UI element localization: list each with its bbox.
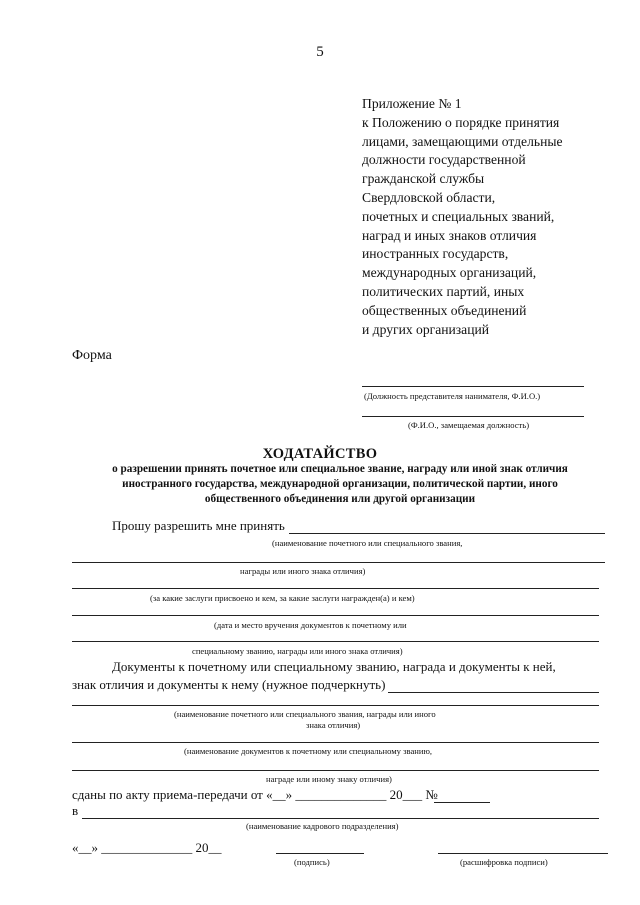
addressee-caption: (Должность представителя нанимателя, Ф.И.О.) <box>364 391 541 401</box>
caption-documents-name-2: знака отличия) <box>306 720 361 730</box>
form-label: Форма <box>72 348 112 363</box>
document-subtitle: о разрешении принять почетное или специальное звание, награду или иной знак отличия <box>112 463 568 475</box>
caption-award: награды или иного знака отличия) <box>240 566 366 576</box>
date-place-field-2[interactable] <box>72 641 599 642</box>
appendix-line: международных организаций, <box>362 265 537 281</box>
documents-list-field[interactable] <box>72 742 599 743</box>
caption-signature: (подпись) <box>294 857 330 867</box>
appendix-line: иностранных государств, <box>362 246 509 262</box>
appendix-line: гражданской службы <box>362 171 485 187</box>
signature-decode-field[interactable] <box>438 853 608 854</box>
appendix-line: наград и иных знаков отличия <box>362 227 537 243</box>
in-text: в <box>72 803 79 818</box>
caption-merit: (за какие заслуги присвоено и кем, за какие заслуги награжден(а) и кем) <box>150 593 415 603</box>
appendix-line: должности государственной <box>362 152 526 168</box>
documents-list-field-2[interactable] <box>72 770 599 771</box>
appendix-line: политических партий, иных <box>362 283 525 299</box>
appendix-line: и других организаций <box>362 321 490 337</box>
addressee-line-2[interactable] <box>362 416 584 417</box>
document-title: ХОДАТАЙСТВО <box>262 446 378 462</box>
appendix-line: Приложение № 1 <box>362 96 462 111</box>
page-number: 5 <box>316 44 324 60</box>
date-place-field[interactable] <box>72 615 599 616</box>
caption-date-place: (дата и место вручения документов к почетному или <box>214 620 407 630</box>
award-name-field-2[interactable] <box>72 562 605 563</box>
caption-date-place-2: специальному званию, награды или иного знака отличия) <box>192 646 403 656</box>
appendix-line: Свердловской области, <box>362 189 496 205</box>
documents-field[interactable] <box>388 692 599 693</box>
date-text: «__» ______________ 20__ <box>72 840 222 855</box>
caption-documents-list: (наименование документов к почетному или специальному званию, <box>184 746 433 756</box>
document-subtitle: общественного объединения или другой организации <box>204 493 476 505</box>
department-field[interactable] <box>82 818 599 819</box>
appendix-line: к Положению о порядке принятия <box>362 114 560 130</box>
documents-text: Документы к почетному или специальному званию, награда и документы к ней, <box>112 659 556 674</box>
caption-documents-name: (наименование почетного или специального звания, награды или иного <box>174 709 436 719</box>
caption-signature-decode: (расшифровка подписи) <box>460 857 548 867</box>
caption-department: (наименование кадрового подразделения) <box>246 821 399 831</box>
caption-award-name: (наименование почетного или специального звания, <box>272 538 463 548</box>
appendix-line: почетных и специальных званий, <box>362 208 555 224</box>
merit-field[interactable] <box>72 588 599 589</box>
addressee-line[interactable] <box>362 386 584 387</box>
documents-text-2: знак отличия и документы к нему (нужное подчеркнуть) <box>72 677 386 692</box>
document-subtitle: иностранного государства, международной организации, политической партии, иного <box>122 478 558 490</box>
addressee-caption-2: (Ф.И.О., замещаемая должность) <box>408 420 530 430</box>
documents-name-field[interactable] <box>72 705 599 706</box>
request-text: Прошу разрешить мне принять <box>112 518 285 533</box>
act-number-field[interactable] <box>434 802 490 803</box>
signature-field[interactable] <box>276 853 364 854</box>
award-name-field[interactable] <box>289 533 605 534</box>
appendix-block <box>362 95 632 339</box>
caption-documents-list-2: награде или иному знаку отличия) <box>266 774 392 784</box>
appendix-line: общественных объединений <box>362 302 527 318</box>
handed-over-text: сданы по акту приема-передачи от «__» ______________ 20___ № <box>72 787 438 802</box>
appendix-line: лицами, замещающими отдельные <box>362 133 563 149</box>
